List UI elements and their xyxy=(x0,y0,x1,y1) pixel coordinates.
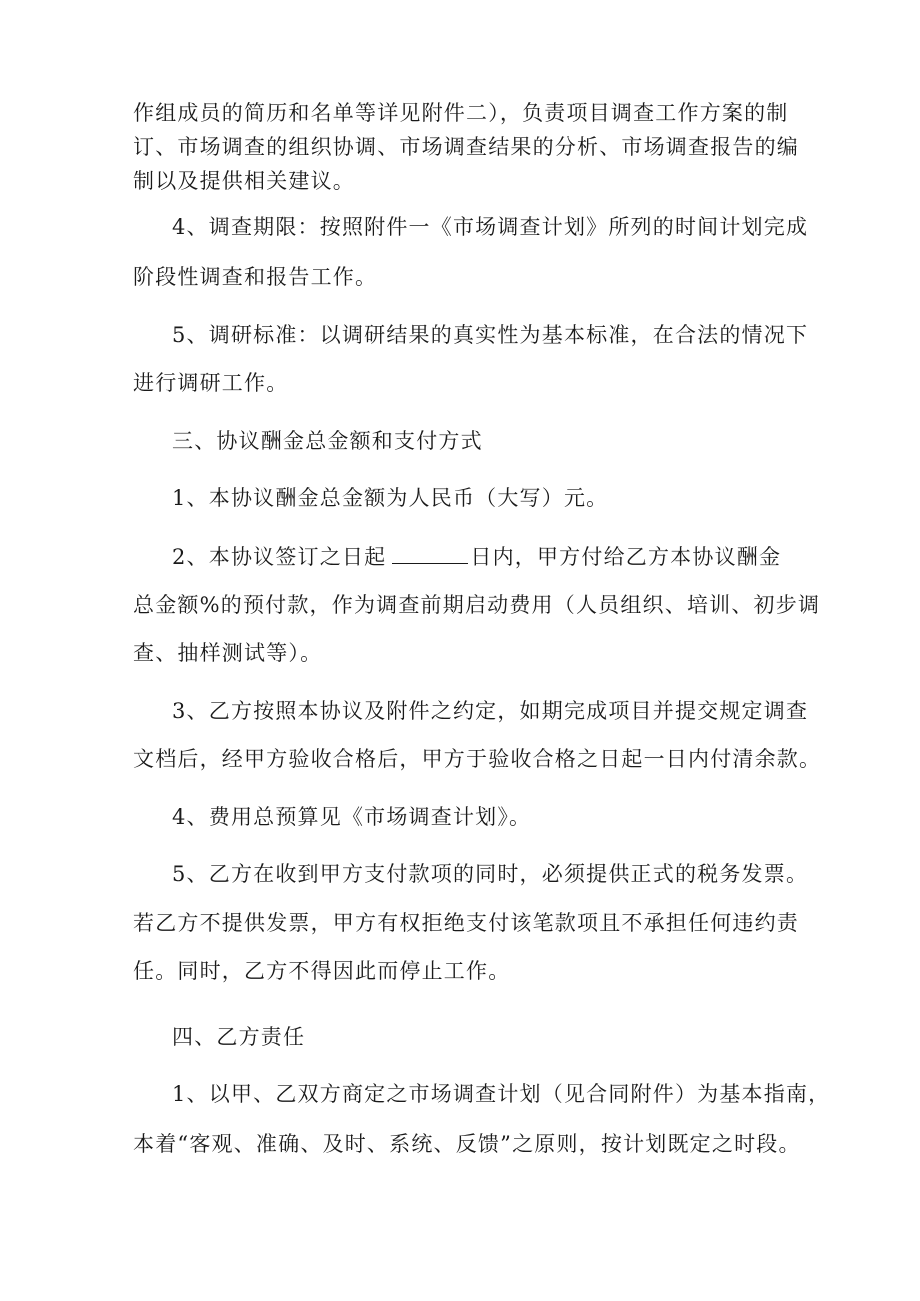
paragraph-line: 制以及提供相关建议。 xyxy=(133,169,355,193)
paragraph-line: 任。同时，乙方不得因此而停止工作。 xyxy=(133,959,511,983)
paragraph-line: 1、本协议酬金总金额为人民币（大写）元。 xyxy=(172,486,609,510)
paragraph-line: 5、调研标准：以调研结果的真实性为基本标准，在合法的情况下 xyxy=(172,323,809,347)
paragraph-line: 4、调查期限：按照附件一《市场调查计划》所列的时间计划完成 xyxy=(172,215,809,239)
paragraph-line: 文档后，经甲方验收合格后，甲方于验收合格之日起一日内付清余款。 xyxy=(133,747,822,771)
paragraph-line: 查、抽样测试等）。 xyxy=(133,641,323,665)
paragraph-line: 1、以甲、乙双方商定之市场调查计划（见合同附件）为基本指南， xyxy=(172,1082,831,1106)
paragraph-line: 若乙方不提供发票，甲方有权拒绝支付该笔款项且不承担任何违约责 xyxy=(133,911,799,935)
fill-in-blank xyxy=(392,543,468,564)
paragraph-line: 4、费用总预算见《市场调查计划》。 xyxy=(172,805,532,829)
section-heading: 三、协议酬金总金额和支付方式 xyxy=(172,429,483,453)
paragraph-line: 5、乙方在收到甲方支付款项的同时，必须提供正式的税务发票。 xyxy=(172,862,809,886)
paragraph-line-with-blank xyxy=(172,543,832,570)
paragraph-line: 本着“客观、准确、及时、系统、反馈”之原则，按计划既定之时段。 xyxy=(133,1132,801,1156)
paragraph-line: 作组成员的简历和名单等详见附件二），负责项目调查工作方案的制 xyxy=(133,101,789,125)
paragraph-line: 订、市场调查的组织协调、市场调查结果的分析、市场调查报告的编 xyxy=(133,135,799,159)
paragraph-line: 3、乙方按照本协议及附件之约定，如期完成项目并提交规定调查 xyxy=(172,699,809,723)
paragraph-text: 2、本协议签订之日起 xyxy=(172,545,387,569)
paragraph-line: 总金额%的预付款，作为调查前期启动费用（人员组织、培训、初步调 xyxy=(133,593,821,617)
paragraph-text: 日内，甲方付给乙方本协议酬金 xyxy=(470,545,782,569)
paragraph-line: 阶段性调查和报告工作。 xyxy=(133,265,378,289)
paragraph-line: 进行调研工作。 xyxy=(133,371,289,395)
section-heading: 四、乙方责任 xyxy=(172,1025,306,1049)
